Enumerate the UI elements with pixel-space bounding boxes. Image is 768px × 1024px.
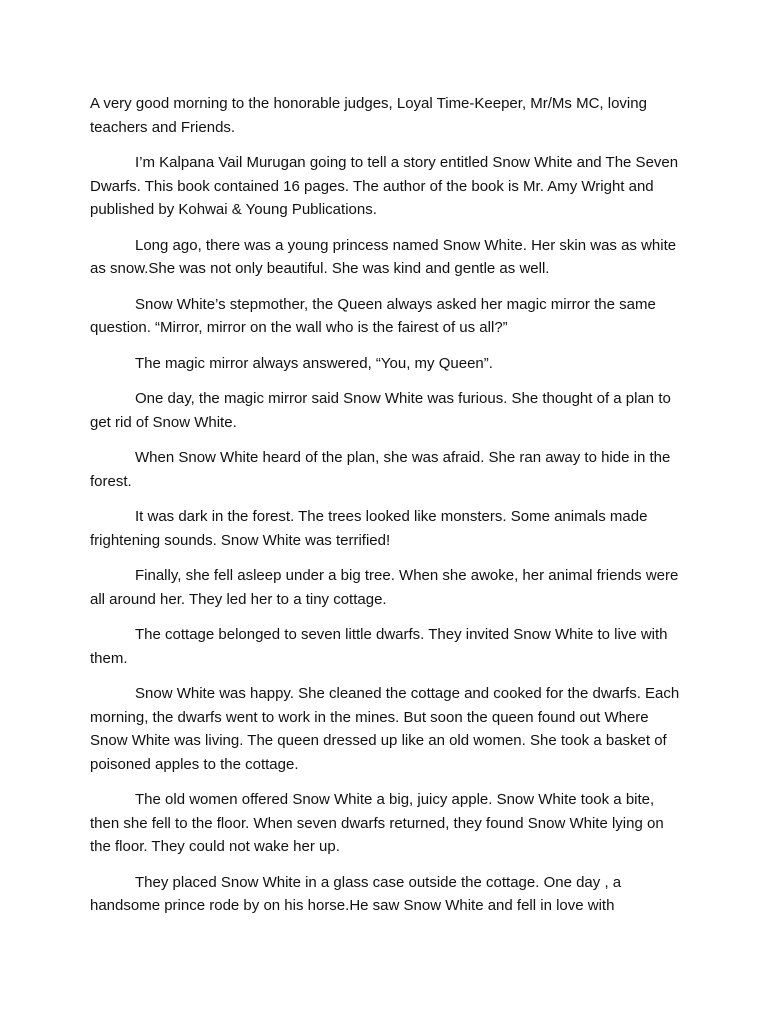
paragraph-introduction: I’m Kalpana Vail Murugan going to tell a story entitled Snow White and The Seven Dwarfs. This book contained 16 pages. The author of the book is Mr. Amy Wright and published by Kohwai & Young Publications. [90,154,679,218]
paragraph: The magic mirror always answered, “You, my Queen”. [135,354,493,372]
document-body [90,92,680,930]
paragraph: Snow White was happy. She cleaned the cottage and cooked for the dwarfs. Each morning, the dwarfs went to work in the mines. But soon the queen found out Where Snow White was living. The queen dressed up like an old women. She took a basket of poisoned apples to the cottage. [90,685,680,773]
paragraph: Long ago, there was a young princess named Snow White. Her skin was as white as snow.She was not only beautiful. She was kind and gentle as well. [90,236,677,277]
paragraph: Finally, she fell asleep under a big tree. When she awoke, her animal friends were all around her. They led her to a tiny cottage. [90,567,679,608]
paragraph: One day, the magic mirror said Snow White was furious. She thought of a plan to get rid of Snow White. [90,390,671,431]
paragraph: Snow White’s stepmother, the Queen always asked her magic mirror the same question. “Mirror, mirror on the wall who is the fairest of us all?” [90,295,656,336]
paragraph: They placed Snow White in a glass case outside the cottage. One day , a handsome prince rode by on his horse.He saw Snow White and fell in love with [90,873,622,914]
paragraph: The old women offered Snow White a big, juicy apple. Snow White took a bite, then she fell to the floor. When seven dwarfs returned, they found Snow White lying on the floor. They could not wake her up. [90,791,664,855]
paragraph: It was dark in the forest. The trees looked like monsters. Some animals made frightening sounds. Snow White was terrified! [90,508,648,549]
paragraph-greeting: A very good morning to the honorable judges, Loyal Time-Keeper, Mr/Ms MC, loving teachers and Friends. [90,95,647,136]
paragraph: The cottage belonged to seven little dwarfs. They invited Snow White to live with them. [90,626,668,667]
paragraph: When Snow White heard of the plan, she was afraid. She ran away to hide in the forest. [90,449,671,490]
